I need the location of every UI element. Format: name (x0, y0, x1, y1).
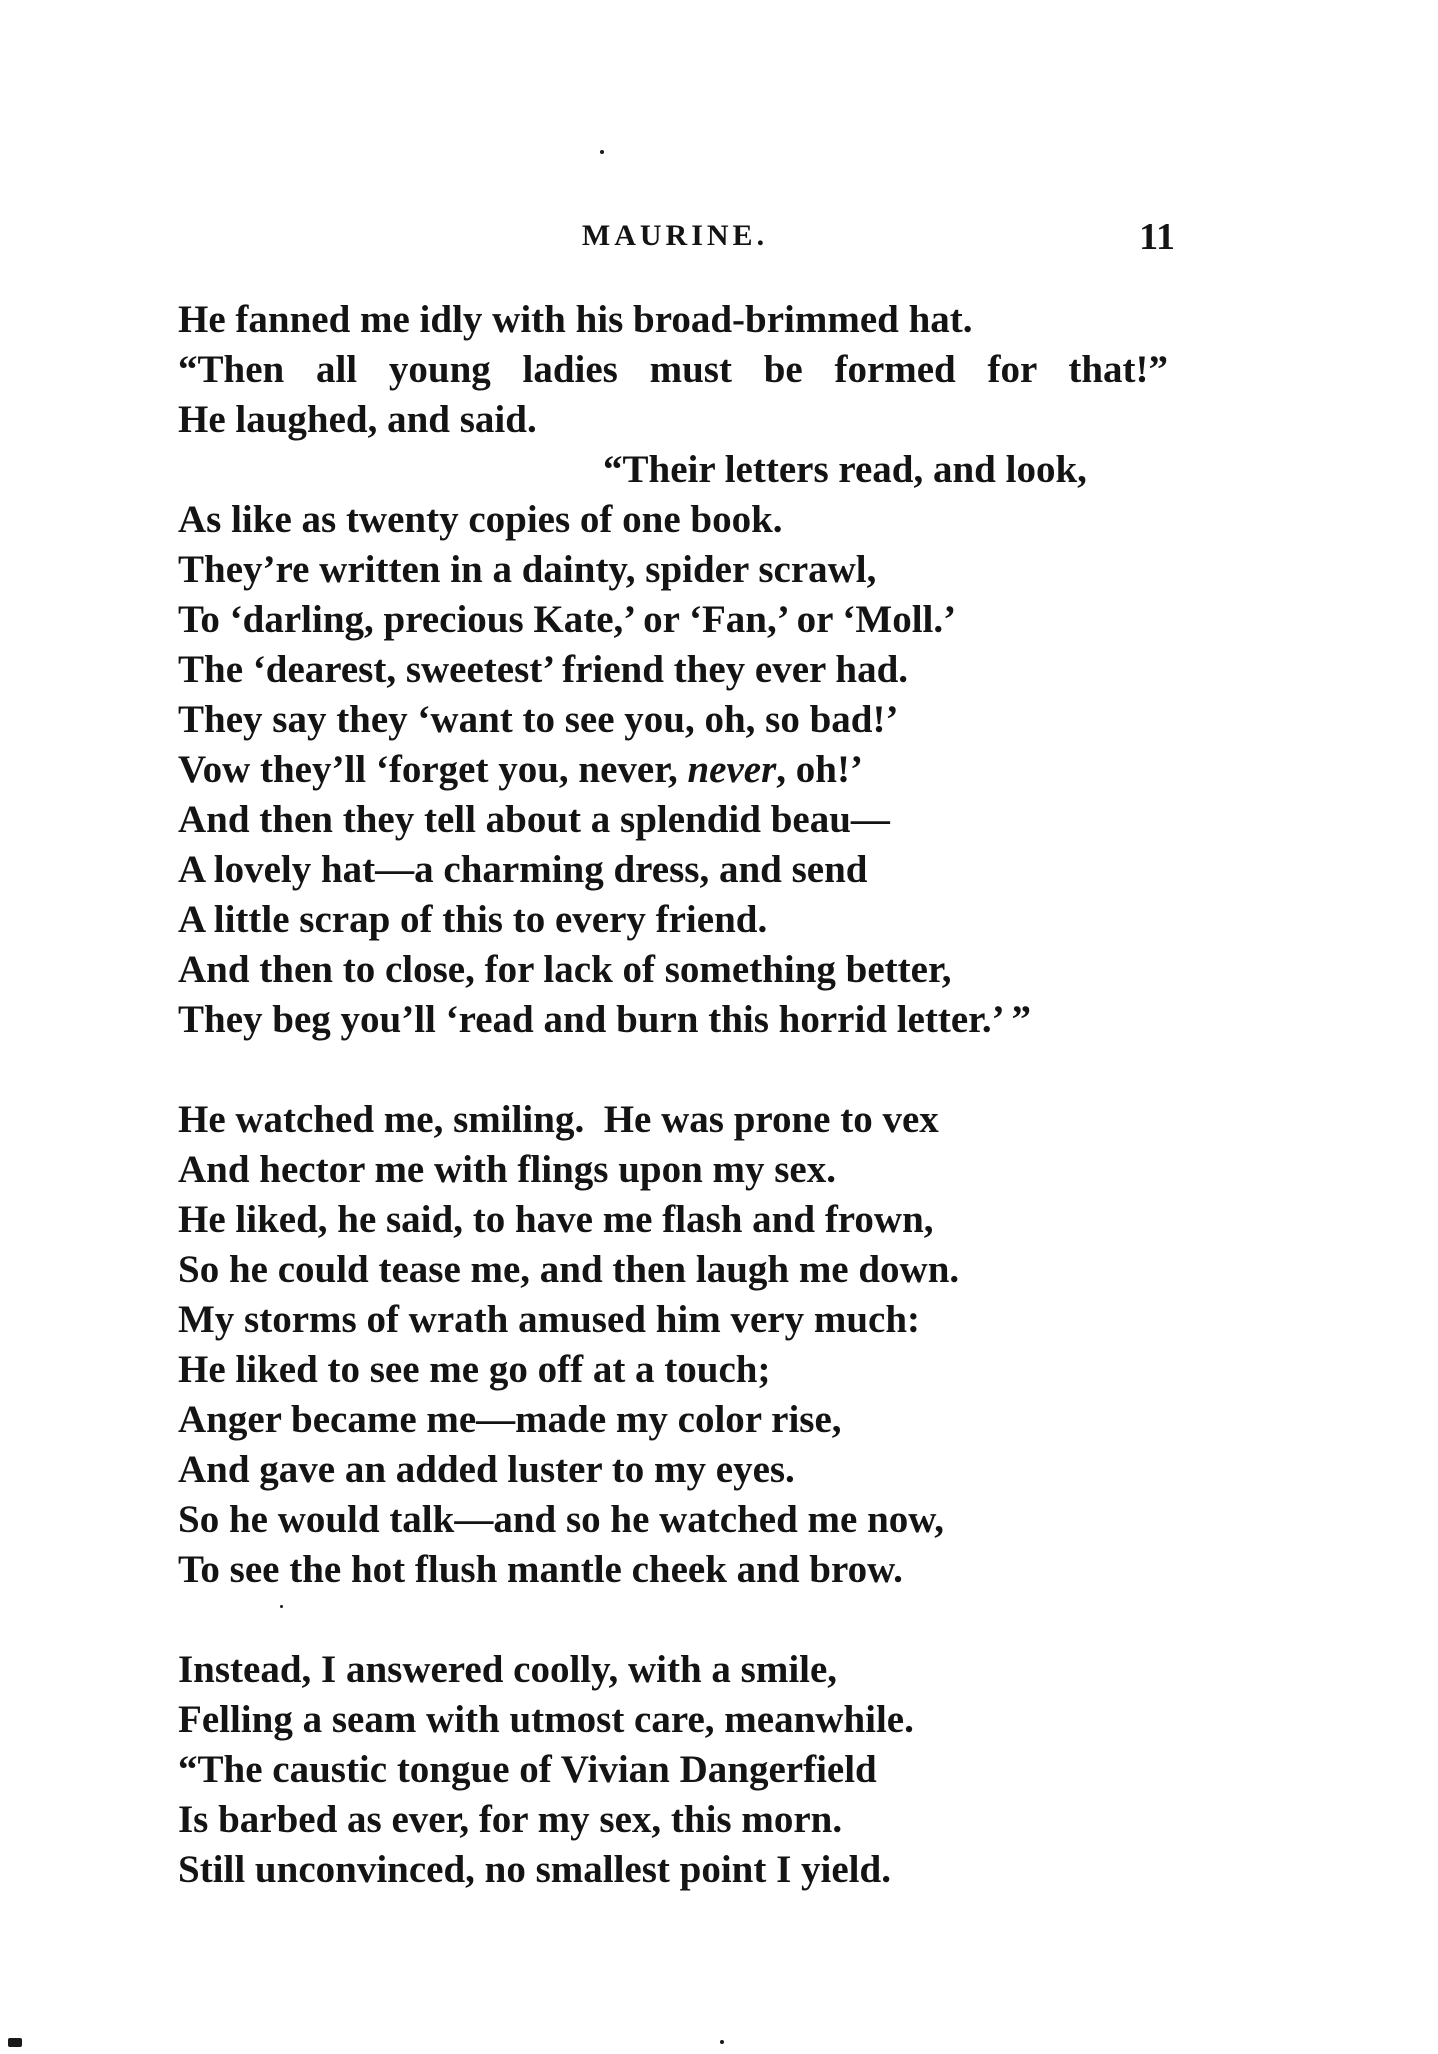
poem-line: Instead, I answered coolly, with a smile, (178, 1648, 838, 1691)
print-speck (600, 150, 604, 154)
print-speck (720, 2040, 724, 2044)
print-speck (280, 1605, 283, 1608)
poem-line: “Their letters read, and look, (603, 448, 1087, 491)
poem-line: So he would talk—and so he watched me now, (178, 1498, 945, 1541)
poem-line (178, 745, 1178, 795)
poem-line: The ‘dearest, sweetest’ friend they ever had. (178, 648, 909, 691)
poem-line: He liked, he said, to have me flash and frown, (178, 1198, 934, 1241)
poem-line: They beg you’ll ‘read and burn this horrid letter.’ ” (178, 998, 1031, 1041)
poem-line: A little scrap of this to every friend. (178, 898, 768, 941)
poem-line: They say they ‘want to see you, oh, so bad!’ (178, 698, 899, 741)
italic-word: never (687, 748, 777, 791)
line-segment: , oh!’ (776, 748, 863, 791)
poem-line: Felling a seam with utmost care, meanwhile. (178, 1698, 914, 1741)
poem-line: To see the hot flush mantle cheek and brow. (178, 1548, 903, 1591)
poem-line: Still unconvinced, no smallest point I yield. (178, 1848, 891, 1891)
stanza-2 (178, 1095, 1178, 1595)
poem-text (178, 295, 1178, 1945)
stanza-3 (178, 1645, 1178, 1895)
page-header (175, 215, 1175, 265)
poem-line: “Then all young ladies must be formed for that!” (178, 348, 1168, 391)
poem-line: And then they tell about a splendid beau— (178, 798, 890, 841)
poem-line: He fanned me idly with his broad-brimmed hat. (178, 298, 973, 341)
poem-line: Is barbed as ever, for my sex, this morn. (178, 1798, 843, 1841)
poem-line: So he could tease me, and then laugh me down. (178, 1248, 960, 1291)
poem-line: My storms of wrath amused him very much: (178, 1298, 920, 1341)
poem-line: Anger became me—made my color rise, (178, 1398, 842, 1441)
poem-line: They’re written in a dainty, spider scrawl, (178, 548, 877, 591)
poem-line: And gave an added luster to my eyes. (178, 1448, 795, 1491)
poem-line: A lovely hat—a charming dress, and send (178, 848, 868, 891)
poem-line: He liked to see me go off at a touch; (178, 1348, 771, 1391)
poem-line: As like as twenty copies of one book. (178, 498, 783, 541)
page-number: 11 (1139, 216, 1175, 258)
poem-line: To ‘darling, precious Kate,’ or ‘Fan,’ or ‘Moll.’ (178, 598, 957, 641)
running-title: MAURINE. (581, 219, 769, 252)
poem-line: “The caustic tongue of Vivian Dangerfield (178, 1748, 877, 1791)
stanza-1 (178, 295, 1178, 1045)
poem-line: He laughed, and said. (178, 398, 537, 441)
print-speck (8, 2038, 22, 2047)
line-segment: Vow they’ll ‘forget you, never, (178, 748, 678, 791)
poem-line: He watched me, smiling. He was prone to vex (178, 1098, 939, 1141)
poem-line: And then to close, for lack of something better, (178, 948, 952, 991)
poem-line: And hector me with flings upon my sex. (178, 1148, 836, 1191)
